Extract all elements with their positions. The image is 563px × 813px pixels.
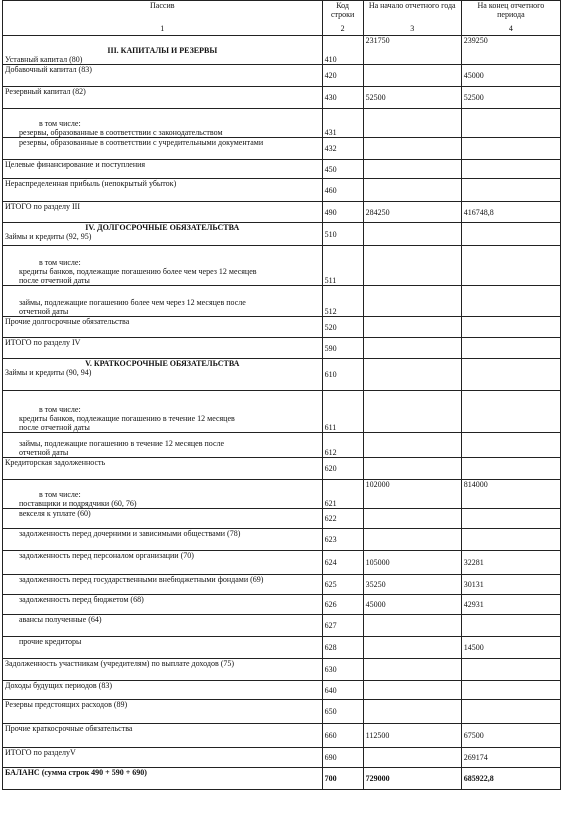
row-code-cell-value: 621 xyxy=(324,499,337,508)
row-code-cell xyxy=(322,551,363,575)
table-row xyxy=(3,659,561,681)
row-code-cell xyxy=(322,575,363,595)
table-row xyxy=(3,202,561,223)
row-end-cell xyxy=(461,317,560,338)
row-name-cell xyxy=(3,681,323,700)
row-start-cell xyxy=(363,246,461,286)
row-code-cell-value: 690 xyxy=(324,753,337,762)
row-end-cell xyxy=(461,179,560,202)
row-code-cell xyxy=(322,768,363,790)
table-row xyxy=(3,595,561,615)
row-end-cell xyxy=(461,458,560,480)
row-code-cell-value: 640 xyxy=(324,685,337,695)
row-code-cell xyxy=(322,595,363,615)
row-name-cell xyxy=(3,768,323,790)
row-name: Целевые финансирование и поступления xyxy=(5,160,146,169)
row-end-cell xyxy=(461,338,560,359)
row-end-cell-value: 42931 xyxy=(463,600,484,609)
row-code-cell xyxy=(322,359,363,391)
row-start-cell xyxy=(363,138,461,160)
row-name-cell xyxy=(3,138,323,160)
row-name-continued: после отчетной даты xyxy=(19,423,90,432)
row-name: Уставный капитал (80) xyxy=(5,55,83,64)
table-row xyxy=(3,575,561,595)
row-name-cell xyxy=(3,223,323,246)
row-name-cell xyxy=(3,659,323,681)
table-row xyxy=(3,36,561,65)
table-row xyxy=(3,681,561,700)
row-name: Займы и кредиты (90, 94) xyxy=(5,368,92,377)
row-name-continued: отчетной даты xyxy=(19,448,69,457)
row-name-cell xyxy=(3,391,323,433)
row-end-cell xyxy=(461,615,560,637)
row-start-cell xyxy=(363,724,461,748)
row-code-cell xyxy=(322,509,363,529)
row-name: задолженность перед персоналом организации (70) xyxy=(19,551,194,560)
row-code-cell-value: 450 xyxy=(324,164,337,174)
row-code-cell-value: 590 xyxy=(324,343,337,353)
table-row xyxy=(3,768,561,790)
row-start-cell xyxy=(363,615,461,637)
row-code-cell xyxy=(322,160,363,179)
row-name-cell xyxy=(3,509,323,529)
row-name: Прочие долгосрочные обязательства xyxy=(5,317,130,326)
row-name-cell xyxy=(3,480,323,509)
balance-sheet-liabilities xyxy=(2,0,561,790)
table-row xyxy=(3,458,561,480)
row-code-cell-value: 431 xyxy=(324,128,337,137)
row-code-cell-value: 610 xyxy=(324,370,337,379)
row-name-cell xyxy=(3,338,323,359)
section-title: III. КАПИТАЛЫ И РЕЗЕРВЫ xyxy=(107,46,218,55)
row-name-cell xyxy=(3,65,323,87)
row-start-cell xyxy=(363,509,461,529)
row-end-cell-value: 416748,8 xyxy=(463,207,494,217)
table-row xyxy=(3,179,561,202)
row-start-cell-value: 105000 xyxy=(365,558,390,567)
header-passiv xyxy=(3,1,323,36)
table-row xyxy=(3,551,561,575)
row-end-cell-value: 239250 xyxy=(463,36,488,45)
section-title: V. КРАТКОСРОЧНЫЕ ОБЯЗАТЕЛЬСТВА xyxy=(85,359,240,368)
row-name-cell xyxy=(3,286,323,317)
row-name: Доходы будущих периодов (83) xyxy=(5,681,112,690)
row-end-cell xyxy=(461,768,560,790)
row-end-cell xyxy=(461,433,560,458)
row-name: ИТОГО по разделу IV xyxy=(5,338,81,347)
table-row xyxy=(3,138,561,160)
row-code-cell xyxy=(322,681,363,700)
row-start-cell-value: 112500 xyxy=(365,731,390,740)
row-code-cell-value: 650 xyxy=(324,707,337,716)
section-title: IV. ДОЛГОСРОЧНЫЕ ОБЯЗАТЕЛЬСТВА xyxy=(85,223,240,232)
row-name: кредиты банков, подлежащие погашению более чем через 12 месяцев xyxy=(19,267,257,276)
row-start-cell xyxy=(363,659,461,681)
row-start-cell-value: 729000 xyxy=(365,774,390,783)
row-code-cell xyxy=(322,637,363,659)
row-start-cell xyxy=(363,681,461,700)
row-name: резервы, образованные в соответствии с учредительными документами xyxy=(19,138,264,147)
row-code-cell-value: 620 xyxy=(324,464,337,473)
row-name-cell xyxy=(3,529,323,551)
row-code-cell-value: 612 xyxy=(324,448,337,457)
row-start-cell xyxy=(363,160,461,179)
row-name-cell xyxy=(3,160,323,179)
row-start-cell xyxy=(363,87,461,109)
row-end-cell xyxy=(461,529,560,551)
row-start-cell-value: 231750 xyxy=(365,36,390,45)
row-name: Прочие краткосрочные обязательства xyxy=(5,724,133,733)
row-name: задолженность перед дочерними и зависимыми обществами (78) xyxy=(19,529,241,538)
row-code-cell xyxy=(322,65,363,87)
row-name-cell xyxy=(3,700,323,724)
row-code-cell xyxy=(322,391,363,433)
row-start-cell-value: 35250 xyxy=(365,580,386,589)
row-code-cell-value: 628 xyxy=(324,643,337,652)
row-name: ИТОГО по разделу III xyxy=(5,202,80,211)
in-that-number-label: в том числе: xyxy=(39,490,81,499)
row-end-cell xyxy=(461,36,560,65)
row-name: Резервный капитал (82) xyxy=(5,87,86,96)
table-row xyxy=(3,286,561,317)
row-code-cell xyxy=(322,87,363,109)
in-that-number-label: в том числе: xyxy=(39,258,81,267)
row-code-cell xyxy=(322,659,363,681)
row-name-continued: отчетной даты xyxy=(19,307,69,316)
row-start-cell xyxy=(363,359,461,391)
row-end-cell xyxy=(461,286,560,317)
row-code-cell-value: 432 xyxy=(324,144,337,153)
row-name-cell xyxy=(3,551,323,575)
row-code-cell-value: 520 xyxy=(324,322,337,332)
row-code-cell-value: 420 xyxy=(324,71,337,80)
header-start-num: 3 xyxy=(410,24,415,33)
row-start-cell xyxy=(363,551,461,575)
row-code-cell xyxy=(322,223,363,246)
table-row xyxy=(3,87,561,109)
row-end-cell xyxy=(461,65,560,87)
header-passiv-label: Пассив xyxy=(150,1,175,10)
row-start-cell-value: 45000 xyxy=(365,600,386,609)
header-code-label: Код строки xyxy=(330,1,355,19)
row-name: займы, подлежащие погашению более чем через 12 месяцев после xyxy=(19,298,246,307)
row-code-cell-value: 490 xyxy=(324,207,337,217)
row-start-cell xyxy=(363,458,461,480)
row-end-cell xyxy=(461,202,560,223)
row-code-cell xyxy=(322,615,363,637)
row-start-cell xyxy=(363,65,461,87)
row-start-cell xyxy=(363,286,461,317)
row-name-cell xyxy=(3,202,323,223)
row-code-cell xyxy=(322,338,363,359)
in-that-number-label: в том числе: xyxy=(39,405,81,414)
row-name-cell xyxy=(3,595,323,615)
liabilities-table xyxy=(2,0,561,790)
row-code-cell-value: 627 xyxy=(324,621,337,630)
row-code-cell-value: 660 xyxy=(324,731,337,740)
row-name: ИТОГО по разделуV xyxy=(5,748,76,757)
row-name: Добавочный капитал (83) xyxy=(5,65,92,74)
row-code-cell-value: 511 xyxy=(324,276,337,285)
row-name: задолженность перед бюджетом (68) xyxy=(19,595,144,604)
row-code-cell-value: 623 xyxy=(324,535,337,544)
row-code-cell xyxy=(322,700,363,724)
table-row xyxy=(3,700,561,724)
row-start-cell xyxy=(363,317,461,338)
row-end-cell xyxy=(461,748,560,768)
row-name-cell xyxy=(3,458,323,480)
row-code-cell xyxy=(322,138,363,160)
header-end-label: На конец отчетного периода xyxy=(477,1,545,19)
row-code-cell-value: 410 xyxy=(324,55,337,64)
row-code-cell xyxy=(322,246,363,286)
row-start-cell xyxy=(363,480,461,509)
table-row xyxy=(3,338,561,359)
row-start-cell-value: 284250 xyxy=(365,207,390,217)
header-end xyxy=(461,1,560,36)
row-end-cell-value: 685922,8 xyxy=(463,774,494,783)
row-name: поставщики и подрядчики (60, 76) xyxy=(19,499,137,508)
row-code-cell xyxy=(322,458,363,480)
row-code-cell xyxy=(322,724,363,748)
row-start-cell xyxy=(363,109,461,138)
row-name: прочие кредиторы xyxy=(19,637,82,646)
row-end-cell xyxy=(461,700,560,724)
row-name-continued: после отчетной даты xyxy=(19,276,90,285)
row-start-cell xyxy=(363,575,461,595)
row-name-cell xyxy=(3,359,323,391)
row-start-cell xyxy=(363,36,461,65)
row-name-cell xyxy=(3,109,323,138)
table-row xyxy=(3,391,561,433)
row-end-cell xyxy=(461,509,560,529)
row-start-cell xyxy=(363,338,461,359)
row-end-cell-value: 269174 xyxy=(463,753,488,762)
table-row xyxy=(3,637,561,659)
row-name-cell xyxy=(3,87,323,109)
table-row xyxy=(3,109,561,138)
row-name: кредиты банков, подлежащие погашению в течение 12 месяцев xyxy=(19,414,235,423)
row-start-cell xyxy=(363,433,461,458)
row-end-cell xyxy=(461,681,560,700)
row-code-cell xyxy=(322,748,363,768)
row-start-cell xyxy=(363,768,461,790)
row-code-cell-value: 625 xyxy=(324,580,337,589)
row-code-cell-value: 630 xyxy=(324,665,337,674)
row-name: займы, подлежащие погашению в течение 12 месяцев после xyxy=(19,439,225,448)
row-start-cell xyxy=(363,223,461,246)
row-code-cell-value: 700 xyxy=(324,774,337,783)
header-end-num: 4 xyxy=(508,24,513,33)
row-name: резервы, образованные в соответствии с законодательством xyxy=(19,128,223,137)
table-row xyxy=(3,509,561,529)
row-name: Нераспределенная прибыль (непокрытый убыток) xyxy=(5,179,177,188)
row-code-cell xyxy=(322,109,363,138)
row-end-cell xyxy=(461,391,560,433)
row-name-cell xyxy=(3,615,323,637)
row-name: Задолженность участникам (учредителям) по выплате доходов (75) xyxy=(5,659,235,668)
row-code-cell-value: 611 xyxy=(324,423,337,432)
row-start-cell xyxy=(363,179,461,202)
row-code-cell-value: 460 xyxy=(324,185,337,195)
row-name: векселя к уплате (60) xyxy=(19,509,91,518)
row-end-cell xyxy=(461,724,560,748)
row-name-cell xyxy=(3,748,323,768)
row-code-cell xyxy=(322,317,363,338)
row-name-cell xyxy=(3,179,323,202)
row-name: авансы полученные (64) xyxy=(19,615,102,624)
row-end-cell-value: 30131 xyxy=(463,580,484,589)
table-row xyxy=(3,65,561,87)
row-start-cell xyxy=(363,529,461,551)
row-start-cell xyxy=(363,202,461,223)
row-end-cell xyxy=(461,223,560,246)
row-code-cell-value: 510 xyxy=(324,229,337,239)
row-end-cell xyxy=(461,595,560,615)
table-row xyxy=(3,160,561,179)
table-row xyxy=(3,433,561,458)
header-passiv-num: 1 xyxy=(160,24,165,33)
row-start-cell xyxy=(363,700,461,724)
row-end-cell-value: 814000 xyxy=(463,480,488,489)
row-code-cell xyxy=(322,36,363,65)
table-row xyxy=(3,724,561,748)
table-row xyxy=(3,359,561,391)
row-end-cell-value: 45000 xyxy=(463,71,484,80)
row-name: БАЛАНС (сумма строк 490 + 590 + 690) xyxy=(5,768,147,777)
row-end-cell xyxy=(461,637,560,659)
row-code-cell xyxy=(322,179,363,202)
row-start-cell xyxy=(363,595,461,615)
row-name: Займы и кредиты (92, 95) xyxy=(5,232,92,241)
header-start xyxy=(363,1,461,36)
row-code-cell-value: 512 xyxy=(324,307,337,316)
table-row xyxy=(3,529,561,551)
table-header-row xyxy=(3,1,561,36)
row-end-cell xyxy=(461,480,560,509)
row-code-cell xyxy=(322,286,363,317)
row-start-cell-value: 102000 xyxy=(365,480,390,489)
row-start-cell xyxy=(363,637,461,659)
row-end-cell-value: 67500 xyxy=(463,731,484,740)
row-code-cell xyxy=(322,202,363,223)
row-code-cell-value: 626 xyxy=(324,600,337,609)
row-end-cell xyxy=(461,575,560,595)
row-name-cell xyxy=(3,724,323,748)
row-code-cell-value: 624 xyxy=(324,558,337,567)
row-name-cell xyxy=(3,433,323,458)
row-end-cell xyxy=(461,551,560,575)
header-code xyxy=(322,1,363,36)
row-name: Кредиторская задолженность xyxy=(5,458,106,467)
row-name-cell xyxy=(3,317,323,338)
row-end-cell xyxy=(461,138,560,160)
row-name-cell xyxy=(3,246,323,286)
row-end-cell-value: 14500 xyxy=(463,643,484,652)
row-name: Резервы предстоящих расходов (89) xyxy=(5,700,128,709)
row-end-cell xyxy=(461,109,560,138)
row-end-cell-value: 52500 xyxy=(463,93,484,102)
row-end-cell xyxy=(461,87,560,109)
table-row xyxy=(3,223,561,246)
row-code-cell xyxy=(322,529,363,551)
row-start-cell xyxy=(363,391,461,433)
header-start-label: На начало отчетного года xyxy=(368,1,456,10)
in-that-number-label: в том числе: xyxy=(39,119,81,128)
row-name-cell xyxy=(3,575,323,595)
table-row xyxy=(3,615,561,637)
row-name-cell xyxy=(3,36,323,65)
header-code-num: 2 xyxy=(340,24,345,33)
table-row xyxy=(3,748,561,768)
table-row xyxy=(3,246,561,286)
row-end-cell xyxy=(461,359,560,391)
table-row xyxy=(3,317,561,338)
row-code-cell-value: 622 xyxy=(324,514,337,523)
table-body xyxy=(3,36,561,790)
row-code-cell xyxy=(322,433,363,458)
row-code-cell-value: 430 xyxy=(324,93,337,102)
row-start-cell-value: 52500 xyxy=(365,93,386,102)
row-name-cell xyxy=(3,637,323,659)
row-end-cell xyxy=(461,246,560,286)
row-code-cell xyxy=(322,480,363,509)
row-name: задолженность перед государственными внебюджетными фондами (69) xyxy=(19,575,264,584)
table-row xyxy=(3,480,561,509)
row-end-cell xyxy=(461,659,560,681)
row-end-cell-value: 32281 xyxy=(463,558,484,567)
row-end-cell xyxy=(461,160,560,179)
row-start-cell xyxy=(363,748,461,768)
